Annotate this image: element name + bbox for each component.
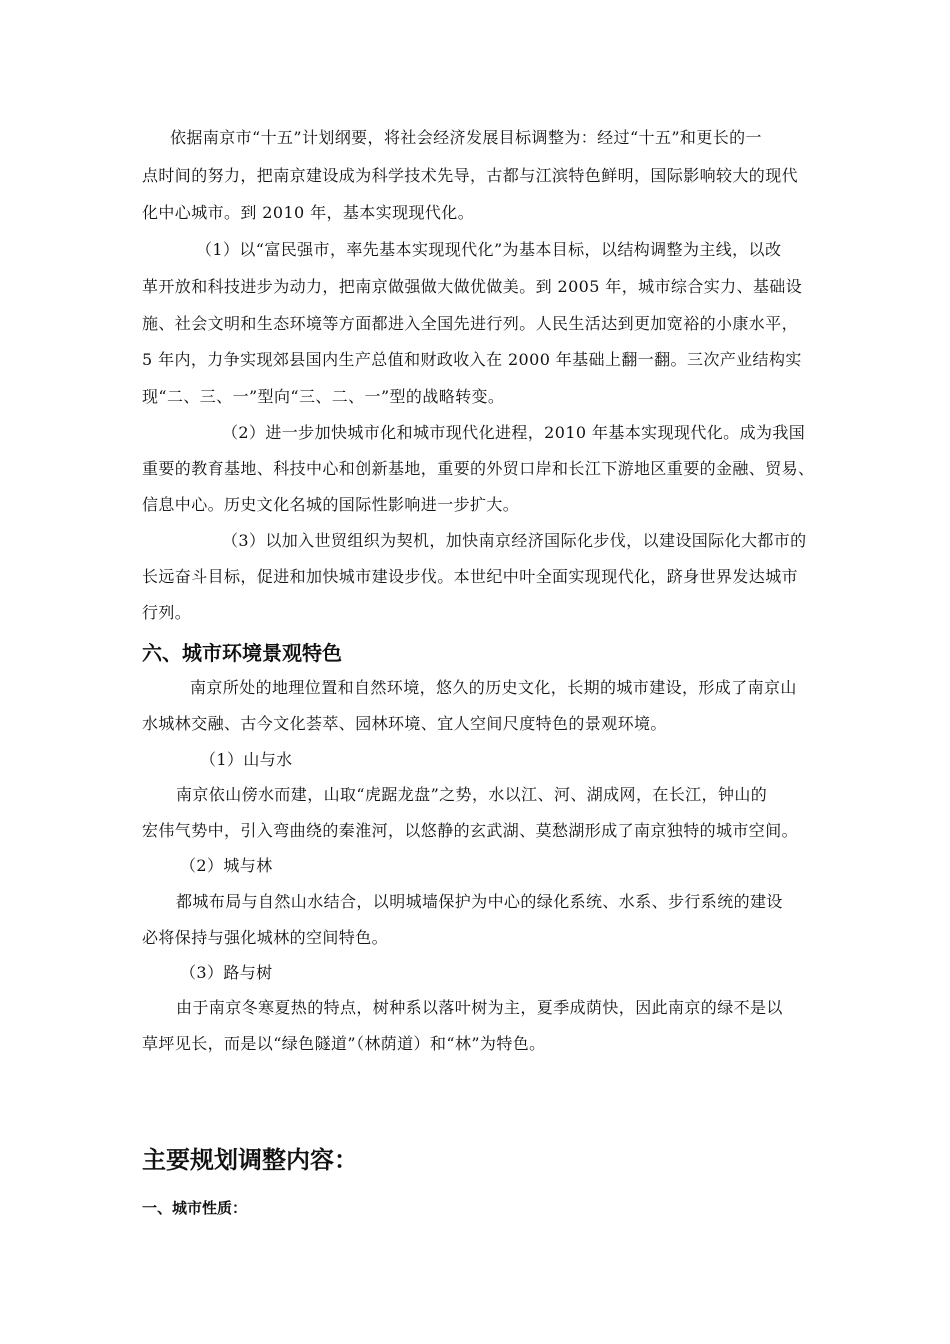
- goal-3-line-1: （3）以加入世贸组织为契机，加快南京经济国际化步伐，以建设国际化大都市的: [222, 531, 807, 550]
- goal-2-line-1: （2）进一步加快城市化和城市现代化进程，2010 年基本实现现代化。成为我国: [222, 423, 806, 442]
- landscape-intro-line-1: 南京所处的地理位置和自然环境，悠久的历史文化，长期的城市建设，形成了南京山: [190, 678, 797, 697]
- subsection-title-city-forest: （2）城与林: [180, 856, 273, 875]
- paragraph-intro-line-1: 依据南京市“十五”计划纲要，将社会经济发展目标调整为：经过“十五”和更长的一: [170, 128, 762, 147]
- subsection-title-road-tree: （3）路与树: [180, 963, 273, 982]
- city-forest-line-2: 必将保持与强化城林的空间特色。: [142, 928, 389, 947]
- sub-heading-city-nature: 一、城市性质：: [142, 1199, 248, 1217]
- goal-1-line-1: （1）以“富民强市，率先基本实现现代化”为基本目标，以结构调整为主线，以改: [196, 240, 782, 259]
- goal-1-line-2: 革开放和科技进步为动力，把南京做强做大做优做美。到 2005 年，城市综合实力、基础设: [142, 277, 803, 296]
- goal-2-line-3: 信息中心。历史文化名城的国际性影响进一步扩大。: [142, 495, 520, 514]
- goal-2-line-2: 重要的教育基地、科技中心和创新基地，重要的外贸口岸和长江下游地区重要的金融、贸易、: [142, 459, 815, 478]
- goal-3-line-2: 长远奋斗目标，促进和加快城市建设步伐。本世纪中叶全面实现现代化，跻身世界发达城市: [142, 567, 799, 586]
- subsection-title-mountain-water: （1）山与水: [200, 750, 293, 769]
- goal-1-line-5: 现“二、三、一”型向“三、二、一”型的战略转变。: [142, 387, 505, 406]
- section-heading-landscape: 六、城市环境景观特色: [142, 641, 342, 665]
- road-tree-line-1: 由于南京冬寒夏热的特点，树种系以落叶树为主，夏季成荫快，因此南京的绿不是以: [176, 998, 783, 1017]
- main-heading: 主要规划调整内容：: [142, 1146, 358, 1174]
- goal-3-line-3: 行列。: [142, 603, 192, 622]
- paragraph-intro-line-3: 化中心城市。到 2010 年，基本实现现代化。: [142, 203, 475, 222]
- mountain-water-line-2: 宏伟气势中，引入弯曲绕的秦淮河，以悠静的玄武湖、莫愁湖形成了南京独特的城市空间。: [142, 821, 799, 840]
- goal-1-line-4: 5 年内，力争实现郊县国内生产总值和财政收入在 2000 年基础上翻一翻。三次产业结构实: [142, 350, 802, 369]
- paragraph-intro-line-2: 点时间的努力，把南京建设成为科学技术先导，古都与江滨特色鲜明，国际影响较大的现代: [142, 166, 799, 185]
- road-tree-line-2: 草坪见长，而是以“绿色隧道”（林荫道）和“林”为特色。: [142, 1034, 546, 1053]
- landscape-intro-line-2: 水城林交融、古今文化荟萃、园林环境、宜人空间尺度特色的景观环境。: [142, 714, 667, 733]
- mountain-water-line-1: 南京依山傍水而建，山取“虎踞龙盘”之势，水以江、河、湖成网，在长江，钟山的: [176, 785, 768, 804]
- city-forest-line-1: 都城布局与自然山水结合，以明城墙保护为中心的绿化系统、水系、步行系统的建设: [176, 892, 783, 911]
- goal-1-line-3: 施、社会文明和生态环境等方面都进入全国先进行列。人民生活达到更加宽裕的小康水平，: [142, 314, 799, 333]
